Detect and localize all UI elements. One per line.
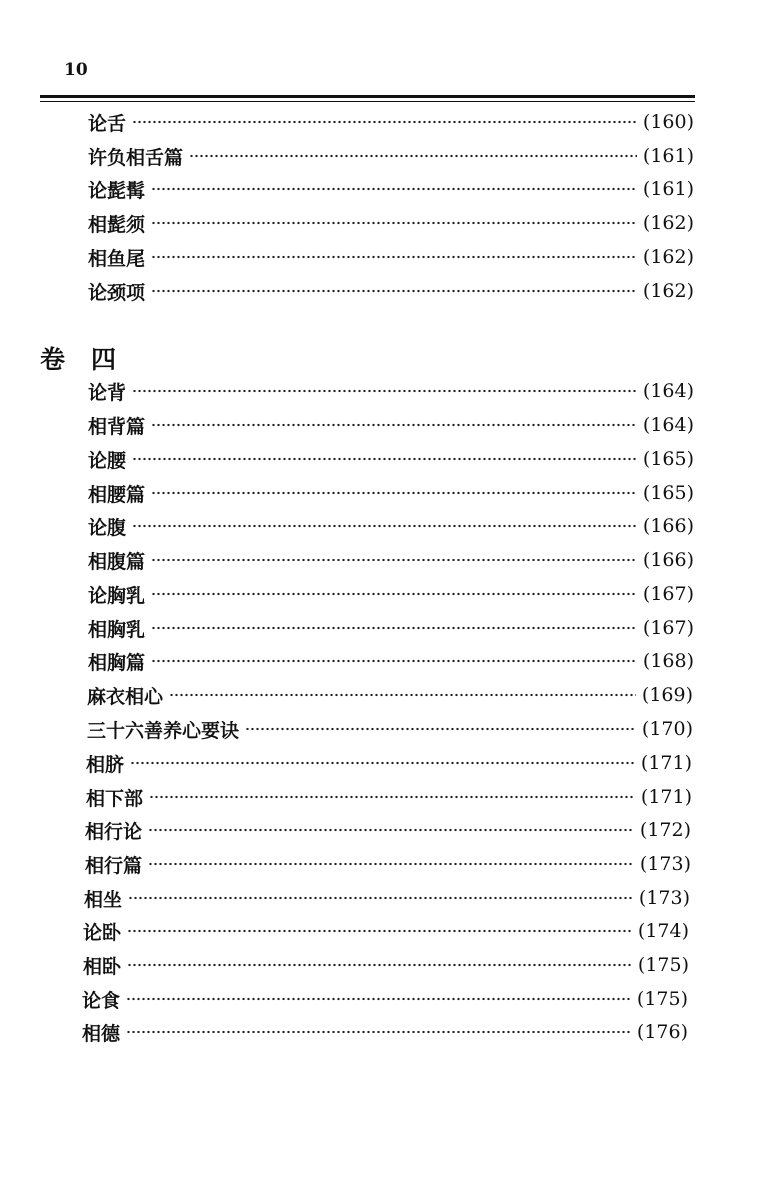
dot-leader bbox=[126, 997, 631, 1001]
toc-entry[interactable] bbox=[86, 782, 692, 812]
toc-entry-title: 相行论 bbox=[85, 820, 143, 843]
toc-entry-page: (174) bbox=[637, 920, 689, 942]
toc-entry-page: (165) bbox=[642, 448, 694, 470]
toc-entry-page: (164) bbox=[642, 380, 694, 402]
dot-leader bbox=[127, 929, 632, 933]
toc-entry-title: 相胸乳 bbox=[88, 618, 146, 641]
toc-entry[interactable] bbox=[88, 242, 694, 272]
volume-heading bbox=[40, 340, 116, 376]
toc-entry-page: (160) bbox=[642, 111, 694, 133]
toc-entry-title: 相脐 bbox=[86, 753, 125, 776]
dot-leader bbox=[151, 592, 637, 596]
toc-entry[interactable] bbox=[84, 883, 690, 913]
toc-entry-page: (173) bbox=[638, 887, 690, 909]
dot-leader bbox=[132, 120, 637, 124]
toc-entry[interactable] bbox=[88, 174, 694, 204]
toc-entry-title: 论背 bbox=[88, 381, 127, 404]
toc-entry-page: (170) bbox=[641, 718, 693, 740]
toc-entry-title: 相下部 bbox=[86, 787, 144, 810]
toc-entry-title: 相行篇 bbox=[85, 854, 143, 877]
toc-entry-page: (165) bbox=[642, 482, 694, 504]
dot-leader bbox=[151, 423, 637, 427]
toc-entry[interactable] bbox=[88, 511, 694, 541]
toc-entry-title: 相背篇 bbox=[88, 415, 146, 438]
toc-entry-title: 相胸篇 bbox=[88, 651, 146, 674]
volume-heading-char: 卷 bbox=[40, 345, 66, 374]
page-number: 10 bbox=[64, 60, 88, 80]
toc-entry[interactable] bbox=[88, 208, 694, 238]
dot-leader bbox=[151, 491, 637, 495]
dot-leader bbox=[128, 896, 633, 900]
toc-entry-page: (162) bbox=[642, 280, 694, 302]
toc-entry-title: 论颈项 bbox=[88, 281, 146, 304]
toc-entry[interactable] bbox=[88, 107, 694, 137]
toc-entry[interactable] bbox=[88, 410, 694, 440]
toc-entry[interactable] bbox=[82, 1017, 688, 1047]
toc-entry-page: (175) bbox=[637, 954, 689, 976]
toc-entry[interactable] bbox=[87, 680, 693, 710]
dot-leader bbox=[148, 828, 634, 832]
dot-leader bbox=[151, 221, 637, 225]
toc-entry-title: 论食 bbox=[82, 989, 121, 1012]
toc-entry-page: (166) bbox=[642, 549, 694, 571]
toc-entry-page: (171) bbox=[640, 786, 692, 808]
header-rule-thin bbox=[40, 101, 695, 102]
toc-entry-title: 相坐 bbox=[84, 888, 123, 911]
toc-entry-page: (166) bbox=[642, 515, 694, 537]
dot-leader bbox=[189, 154, 637, 158]
toc-entry[interactable] bbox=[82, 984, 688, 1014]
dot-leader bbox=[127, 963, 632, 967]
header-rule-thick bbox=[40, 95, 695, 98]
toc-entry-page: (161) bbox=[642, 178, 694, 200]
toc-entry[interactable] bbox=[88, 613, 694, 643]
volume-heading-number: 四 bbox=[91, 345, 117, 374]
toc-entry[interactable] bbox=[85, 815, 691, 845]
toc-entry-title: 相髭须 bbox=[88, 213, 146, 236]
toc-entry-page: (169) bbox=[641, 684, 693, 706]
toc-entry-page: (168) bbox=[642, 650, 694, 672]
toc-entry-page: (175) bbox=[636, 988, 688, 1010]
toc-entry[interactable] bbox=[88, 141, 694, 171]
toc-entry[interactable] bbox=[87, 714, 693, 744]
toc-entry-title: 三十六善养心要诀 bbox=[87, 719, 240, 742]
dot-leader bbox=[132, 389, 637, 393]
dot-leader bbox=[148, 862, 634, 866]
toc-entry-title: 相腰篇 bbox=[88, 483, 146, 506]
toc-entry-page: (176) bbox=[636, 1021, 688, 1043]
toc-entry-page: (167) bbox=[642, 583, 694, 605]
toc-entry[interactable] bbox=[88, 545, 694, 575]
toc-entry-title: 论髭髯 bbox=[88, 179, 146, 202]
toc-entry-page: (162) bbox=[642, 212, 694, 234]
toc-entry[interactable] bbox=[83, 950, 689, 980]
toc-entry-page: (167) bbox=[642, 617, 694, 639]
toc-entry-title: 麻衣相心 bbox=[87, 685, 164, 708]
dot-leader bbox=[151, 187, 637, 191]
toc-entry-title: 论腹 bbox=[88, 516, 127, 539]
toc-entry[interactable] bbox=[88, 579, 694, 609]
toc-entry[interactable] bbox=[88, 646, 694, 676]
toc-entry-page: (164) bbox=[642, 414, 694, 436]
dot-leader bbox=[245, 727, 636, 731]
toc-entry-title: 许负相舌篇 bbox=[88, 146, 184, 169]
dot-leader bbox=[132, 457, 637, 461]
toc-entry[interactable] bbox=[85, 849, 691, 879]
toc-entry[interactable] bbox=[88, 276, 694, 306]
dot-leader bbox=[169, 693, 636, 697]
toc-entry-title: 相卧 bbox=[83, 955, 122, 978]
toc-entry[interactable] bbox=[83, 916, 689, 946]
dot-leader bbox=[151, 255, 637, 259]
toc-entry-page: (162) bbox=[642, 246, 694, 268]
toc-entry[interactable] bbox=[88, 376, 694, 406]
dot-leader bbox=[151, 626, 637, 630]
dot-leader bbox=[149, 795, 635, 799]
toc-entry-title: 论胸乳 bbox=[88, 584, 146, 607]
dot-leader bbox=[151, 558, 637, 562]
dot-leader bbox=[151, 659, 637, 663]
toc-entry-page: (172) bbox=[639, 819, 691, 841]
dot-leader bbox=[151, 289, 637, 293]
toc-entry[interactable] bbox=[88, 444, 694, 474]
toc-entry-title: 论腰 bbox=[88, 449, 127, 472]
toc-entry-title: 论卧 bbox=[83, 921, 122, 944]
dot-leader bbox=[130, 761, 635, 765]
toc-entry-title: 相腹篇 bbox=[88, 550, 146, 573]
dot-leader bbox=[126, 1030, 631, 1034]
toc-entry[interactable] bbox=[86, 748, 692, 778]
toc-entry-page: (171) bbox=[640, 752, 692, 774]
toc-entry-title: 相德 bbox=[82, 1022, 121, 1045]
toc-entry-page: (161) bbox=[642, 145, 694, 167]
toc-entry-page: (173) bbox=[639, 853, 691, 875]
toc-entry-title: 相鱼尾 bbox=[88, 247, 146, 270]
toc-entry-title: 论舌 bbox=[88, 112, 127, 135]
dot-leader bbox=[132, 524, 637, 528]
toc-entry[interactable] bbox=[88, 478, 694, 508]
